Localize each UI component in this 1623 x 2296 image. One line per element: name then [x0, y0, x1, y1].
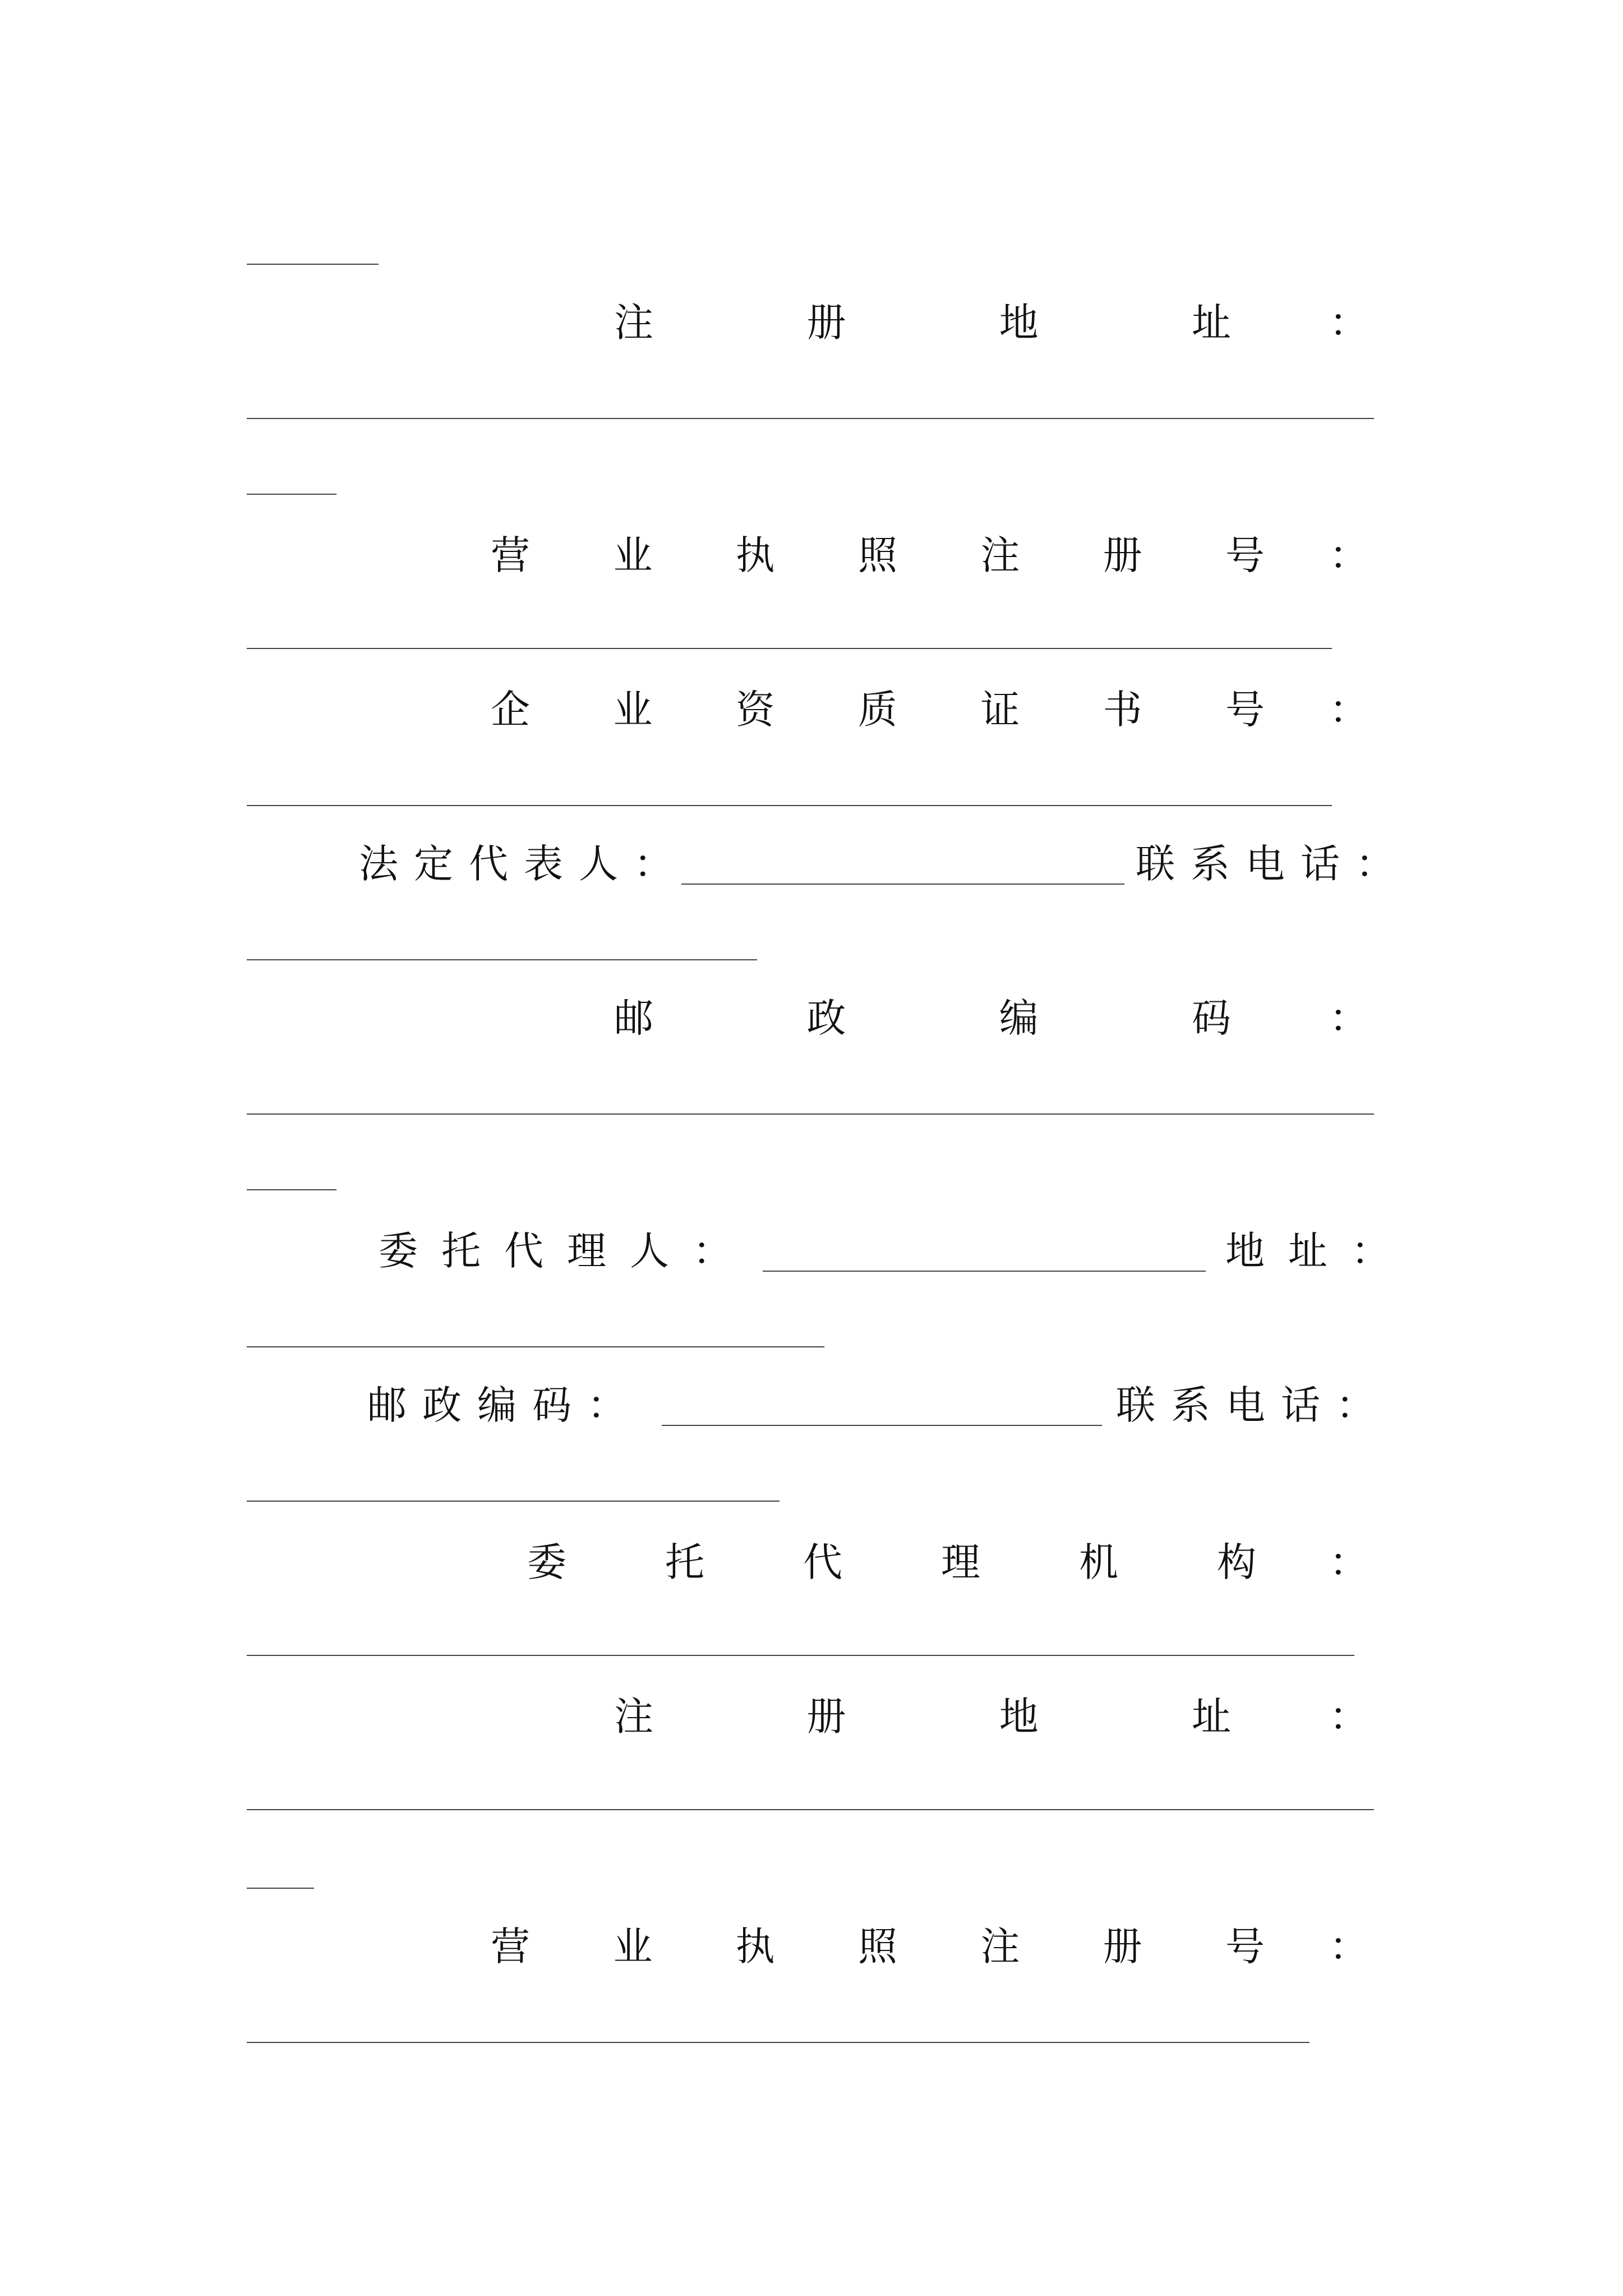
postal-code-blank-cont[interactable]: [247, 1189, 336, 1190]
legal-representative-blank[interactable]: [681, 884, 1124, 885]
contact-phone-blank[interactable]: [247, 959, 757, 960]
qualification-certificate-number-label: 企 业 资 质 证 书 号 ：: [491, 687, 1368, 733]
agency-blank[interactable]: [247, 1655, 1354, 1656]
postal-code-blank[interactable]: [247, 1114, 1374, 1115]
agency-registered-address-blank[interactable]: [247, 1809, 1374, 1810]
agency-registered-address-label: 注 册 地 址 ：: [614, 1694, 1368, 1740]
agency-label: 委 托 代 理 机 构 ：: [527, 1539, 1368, 1585]
agent-contact-phone-blank[interactable]: [247, 1501, 780, 1502]
business-license-number-label: 营 业 执 照 注 册 号 ：: [491, 532, 1368, 578]
blank-line: [247, 264, 379, 265]
qualification-certificate-number-blank[interactable]: [247, 805, 1332, 806]
registered-address-blank-cont[interactable]: [247, 494, 336, 495]
agent-postal-code-blank[interactable]: [662, 1425, 1102, 1426]
agent-contact-phone-label: 联系电话：: [1116, 1382, 1391, 1428]
agent-address-label: 地址：: [1225, 1228, 1414, 1274]
postal-code-label: 邮 政 编 码 ：: [614, 995, 1368, 1041]
agent-postal-code-label: 邮政编码：: [367, 1382, 642, 1428]
agency-business-license-number-blank[interactable]: [247, 2042, 1310, 2043]
legal-representative-label: 法定代表人：: [359, 841, 689, 887]
entrusted-agent-blank[interactable]: [763, 1271, 1206, 1272]
registered-address-label: 注 册 地 址 ：: [614, 300, 1368, 346]
contact-phone-label: 联系电话：: [1136, 841, 1410, 887]
agency-registered-address-blank-cont[interactable]: [247, 1888, 314, 1889]
agent-address-blank[interactable]: [247, 1346, 824, 1347]
registered-address-blank[interactable]: [247, 418, 1374, 419]
agency-business-license-number-label: 营 业 执 照 注 册 号 ：: [491, 1924, 1368, 1970]
entrusted-agent-label: 委托代理人：: [379, 1228, 755, 1274]
business-license-number-blank[interactable]: [247, 648, 1332, 649]
